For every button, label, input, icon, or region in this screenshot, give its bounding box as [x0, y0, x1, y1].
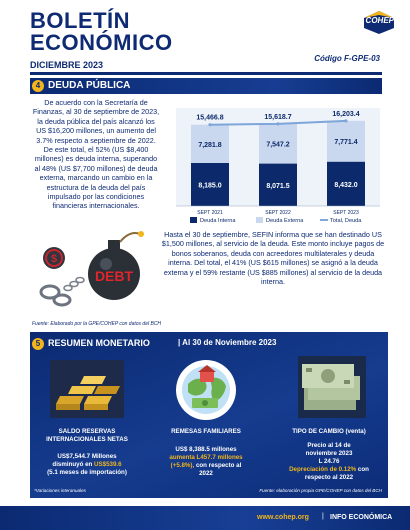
point-total-deuda — [276, 122, 279, 125]
data-label-deuda-externa: 7,281.8 — [198, 141, 222, 149]
monetary-source: Fuente: elaboración propia GPE/COHEP con datos del BCH — [259, 488, 382, 493]
exchange-rate: L 24.76 — [318, 458, 340, 465]
handcuff-icon — [41, 286, 70, 305]
exchange-title: TIPO DE CAMBIO (venta) — [292, 428, 366, 435]
remittances-increase: aumenta L457.7 millones — [169, 454, 243, 461]
reserves-title: SALDO RESERVAS INTERNACIONALES NETAS — [46, 428, 128, 443]
bulletin-date: DICIEMBRE 2023 — [30, 60, 104, 70]
data-label-deuda-interna: 8,432.0 — [334, 181, 358, 189]
reserves-change — [30, 461, 144, 469]
debt-paragraph-1: De acuerdo con la Secretaría de Finanzas, al 30 de septiembre de 2023, la deuda pública del país alcanzó los US $16,200 millones, un aumento del 3.7% respecto a septiembre de 2022. De este total, el 52% (US $8,400 millones) es deuda interna, superando al 48% (US $7,700 millones) de deuda externa, marcando un cambio en la estructura de la deuda del país impulsado por las condiciones financieras internacionales. — [32, 98, 160, 211]
exchange-reference: respecto al 2022 — [304, 474, 354, 481]
data-label-deuda-externa: 7,547.2 — [266, 141, 290, 149]
point-total-deuda — [208, 123, 211, 126]
x-tick-label: SEPT 2023 — [333, 210, 359, 216]
exchange-date: noviembre 2023 — [305, 450, 353, 457]
title-line-1: BOLETÍN — [30, 8, 131, 33]
footer — [0, 506, 410, 530]
legend-label: Deuda Externa — [266, 218, 304, 224]
debt-source: Fuente: Elaborado por la GPE/COHEP con datos del BCH — [32, 321, 162, 327]
legend-label: Total, Deuda — [330, 218, 362, 224]
data-label-total-deuda: 15,618.7 — [264, 113, 292, 121]
section-monetary-title: RESUMEN MONETARIO — [48, 338, 150, 348]
reserves-change-prefix: disminuyó en — [52, 461, 95, 468]
section-monetary-header — [30, 336, 388, 352]
legend-label: Deuda Interna — [200, 218, 236, 224]
data-label-deuda-interna: 8,185.0 — [198, 182, 222, 190]
bulletin-title — [30, 10, 290, 54]
remittances-year: 2022 — [199, 470, 213, 477]
chain-icon — [64, 278, 84, 291]
remittances-percent-value: (+5.8%), — [170, 462, 195, 469]
section-debt-header — [30, 78, 382, 94]
section-number-badge: 5 — [32, 338, 44, 350]
point-total-deuda — [344, 119, 347, 122]
chart-bars — [176, 108, 380, 206]
header — [0, 0, 410, 68]
x-tick-label: SEPT 2021 — [197, 210, 223, 216]
x-tick-label: SEPT 2022 — [265, 210, 291, 216]
exchange-depreciation-value: Depreciación de 0.12% — [289, 466, 357, 473]
remittances-amount: US$ 8,388.5 millones — [175, 446, 237, 453]
debt-label: DEBT — [94, 268, 134, 284]
reserves-months: (5.1 meses de importación) — [47, 469, 127, 476]
section-monetary — [30, 332, 388, 498]
remittances-percent — [150, 462, 262, 470]
bomb-icon — [88, 231, 144, 300]
footer-separator: | — [322, 513, 324, 520]
document-code: Código F-GPE-03 — [314, 54, 380, 63]
exchange-depreciation — [270, 466, 388, 474]
debt-chart — [168, 96, 386, 226]
dollar-coin-icon — [43, 247, 65, 269]
exchange-price-label: Precio al 14 de — [307, 442, 351, 449]
legend-swatch-deuda-interna — [190, 217, 197, 223]
legend-swatch-deuda-externa — [256, 217, 263, 223]
gold-bars-icon — [50, 360, 124, 418]
section-debt-title: DEUDA PÚBLICA — [48, 80, 131, 91]
reserves-change-value: US$539.6 — [94, 461, 122, 468]
logo-text: COHEP — [365, 16, 394, 25]
reserves-amount: US$7,544.7 Millones — [57, 453, 117, 460]
remittances-title: REMESAS FAMILIARES — [171, 428, 241, 435]
svg-text:$: $ — [50, 253, 58, 265]
data-label-total-deuda: 15,466.8 — [196, 114, 224, 122]
section-monetary-date: | Al 30 de Noviembre 2023 — [178, 338, 277, 347]
dollar-bills-icon — [298, 356, 366, 418]
exchange-depreciation-suffix: con — [356, 466, 369, 473]
footer-website-link[interactable]: www.cohep.org — [257, 514, 309, 521]
variations-note: *Variaciones interanuales — [34, 488, 86, 493]
remittances-percent-suffix: con respecto al — [194, 462, 242, 469]
remittances-globe-icon — [170, 358, 242, 422]
title-line-2: ECONÓMICO — [30, 30, 173, 55]
section-number-badge: 4 — [32, 80, 44, 92]
footer-label: INFO ECONÓMICA — [330, 514, 393, 521]
data-label-total-deuda: 16,203.4 — [332, 110, 360, 118]
header-rule — [30, 72, 382, 75]
chart-legend — [190, 217, 362, 224]
data-label-deuda-externa: 7,771.4 — [334, 139, 358, 147]
debt-paragraph-2: Hasta el 30 de septiembre, SEFIN informa que se han destinado US $1,500 millones, al servicio de la deuda. Este monto incluye pagos de bonos soberanos, deuda con acreedores multilaterales y deuda interna. Del total, el 41% (US $615 millones) se asignó a la deuda externa y el 59% restante (US $885 millones) al servicio de la deuda interna. — [161, 230, 385, 287]
debt-ball-and-chain-illustration — [34, 222, 154, 308]
data-label-deuda-interna: 8,071.5 — [266, 182, 290, 190]
